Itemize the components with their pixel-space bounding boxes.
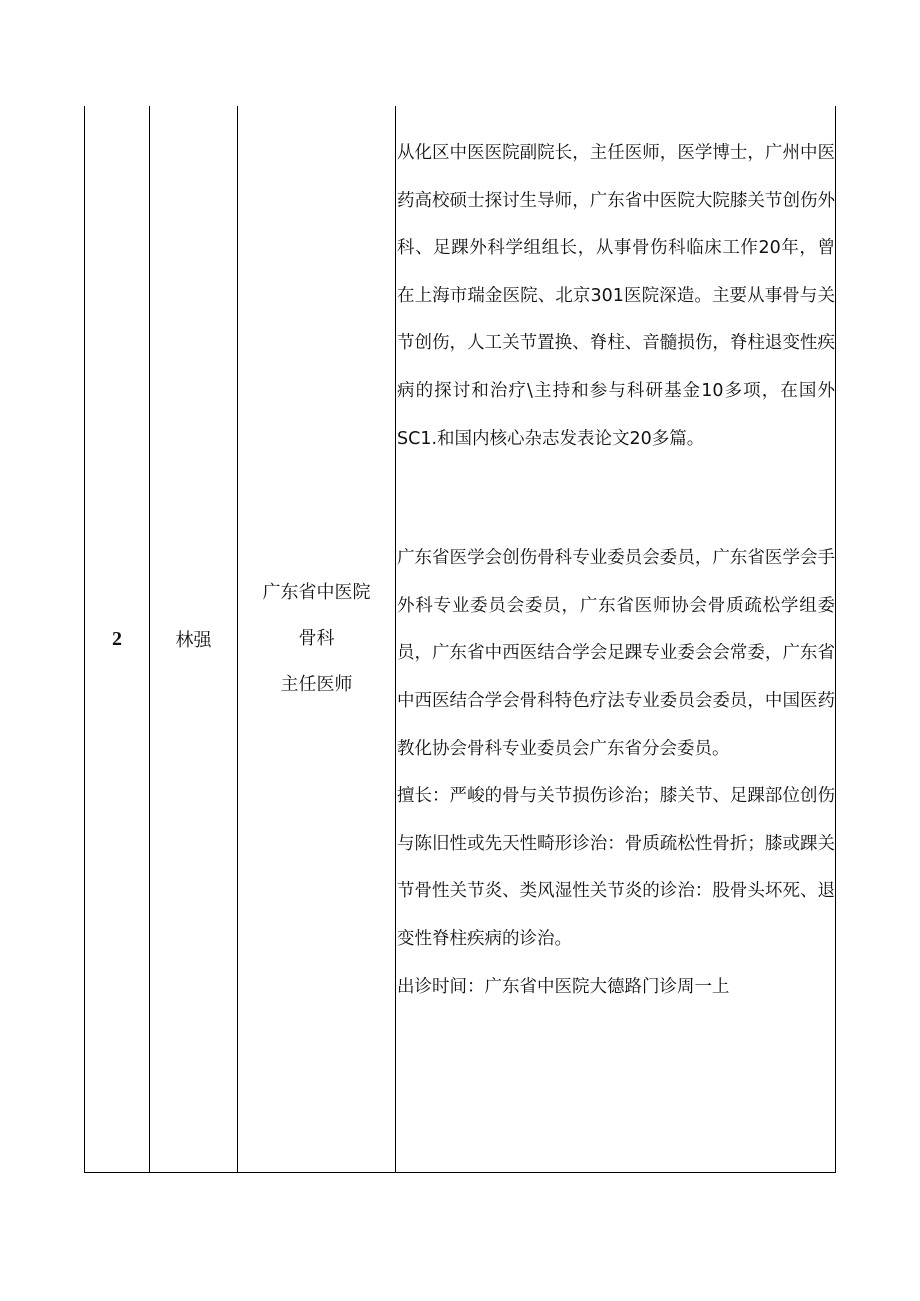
bio-paragraph: 从化区中医医院副院长，主任医师，医学博士，广州中医药高校硕士探讨生导师，广东省中医院大院膝关节创伤外科、足踝外科学组组长，从事骨伤科临床工作20年，曾在上海市瑞金医院、北京301医院深造。主要从事骨与关节创伤，人工关节置换、脊柱、音髓损伤，脊柱退变性疾病的探讨和治疗\主持和参与科研基金10多项，在国外SC1.和国内核心杂志发表论文20多篇。 — [397, 143, 835, 449]
doctor-name: 林强 — [150, 106, 238, 1173]
doctor-title: 主任医师 — [280, 674, 353, 695]
membership-paragraph: 广东省医学会创伤骨科专业委员会委员，广东省医学会手外科专业委员会委员，广东省医师协会骨质疏松学组委员，广东省中西医结合学会足踝专业委会会常委，广东省中西医结合学会骨科特色疗法专业委员会委员，中国医药教化协会骨科专业委员会广东省分会委员。 — [397, 548, 835, 759]
row-number: 2 — [85, 106, 150, 1173]
doctor-table — [84, 106, 836, 1173]
hospital-name: 广东省中医院 — [262, 582, 371, 603]
department-name: 骨科 — [298, 628, 335, 649]
specialty-paragraph: 擅长：严峻的骨与关节损伤诊治；膝关节、足踝部位创伤与陈旧性或先天性畸形诊治：骨质疏松性骨折；膝或踝关节骨性关节炎、类风湿性关节炎的诊治：股骨头坏死、退变性脊柱疾病的诊治。 — [397, 786, 835, 949]
description-cell — [396, 106, 836, 1173]
table-row — [85, 106, 836, 1173]
department-cell — [238, 106, 396, 1173]
paragraph-gap — [397, 463, 835, 535]
clinic-hours-paragraph: 出诊时间：广东省中医院大德路门诊周一上 — [397, 976, 730, 997]
